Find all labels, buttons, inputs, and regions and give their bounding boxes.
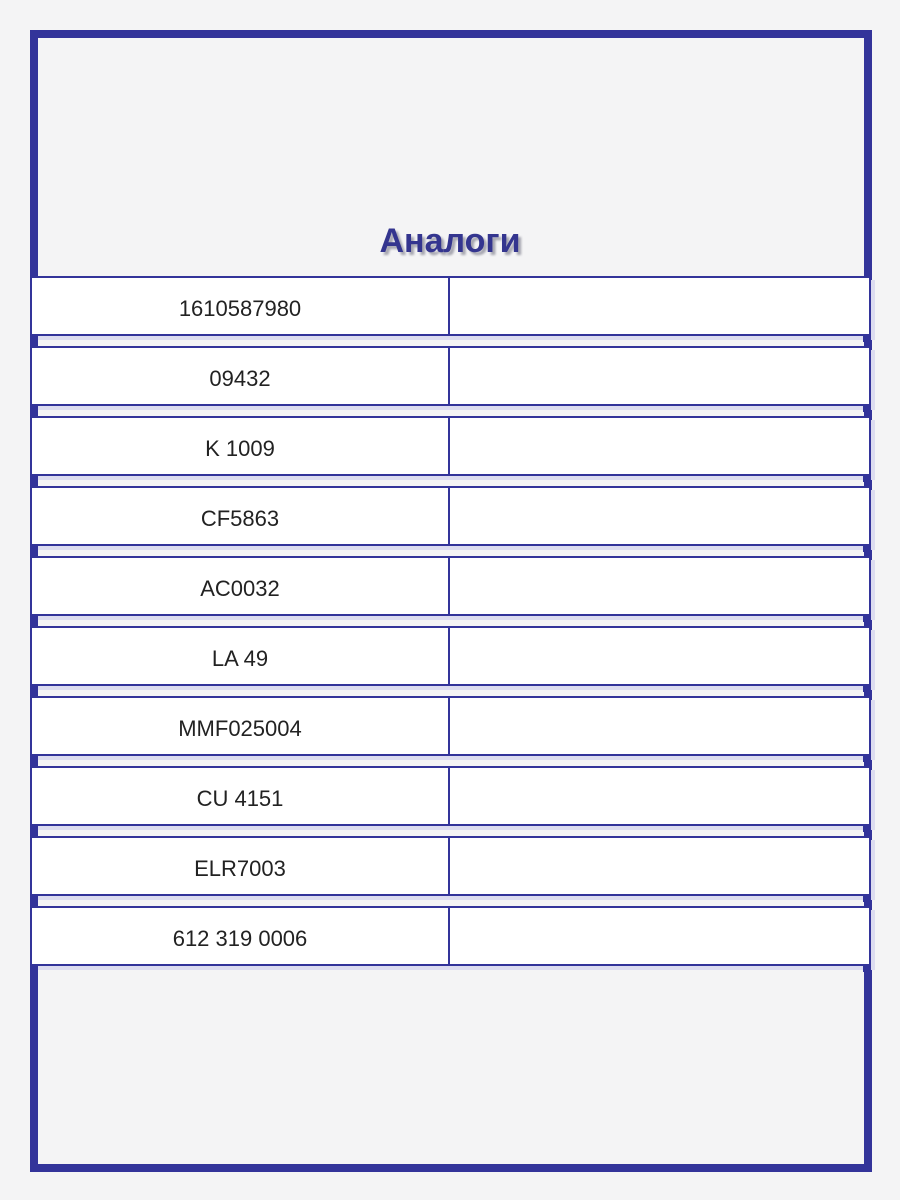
table-row: [30, 696, 871, 756]
analog-value-cell: [450, 838, 869, 894]
analog-code-cell: LA 49: [32, 628, 450, 684]
table-row: [30, 486, 871, 546]
analog-value-cell: [450, 278, 869, 334]
analog-code-cell: CU 4151: [32, 768, 450, 824]
analog-value-cell: [450, 908, 869, 964]
table-row: [30, 276, 871, 336]
analogs-table: [30, 276, 871, 976]
table-row: [30, 346, 871, 406]
table-row: [30, 416, 871, 476]
analog-value-cell: [450, 558, 869, 614]
analog-value-cell: [450, 698, 869, 754]
table-row: [30, 766, 871, 826]
analog-code-cell: MMF025004: [32, 698, 450, 754]
analog-code-cell: K 1009: [32, 418, 450, 474]
analog-value-cell: [450, 628, 869, 684]
analog-value-cell: [450, 348, 869, 404]
analog-value-cell: [450, 488, 869, 544]
analog-value-cell: [450, 418, 869, 474]
page-title: Аналоги: [379, 222, 521, 260]
table-row: [30, 836, 871, 896]
analog-value-cell: [450, 768, 869, 824]
analog-code-cell: 1610587980: [32, 278, 450, 334]
table-row: [30, 906, 871, 966]
analog-code-cell: AC0032: [32, 558, 450, 614]
analog-code-cell: 09432: [32, 348, 450, 404]
table-row: [30, 626, 871, 686]
analog-code-cell: 612 319 0006: [32, 908, 450, 964]
analog-code-cell: ELR7003: [32, 838, 450, 894]
table-row: [30, 556, 871, 616]
analog-code-cell: CF5863: [32, 488, 450, 544]
